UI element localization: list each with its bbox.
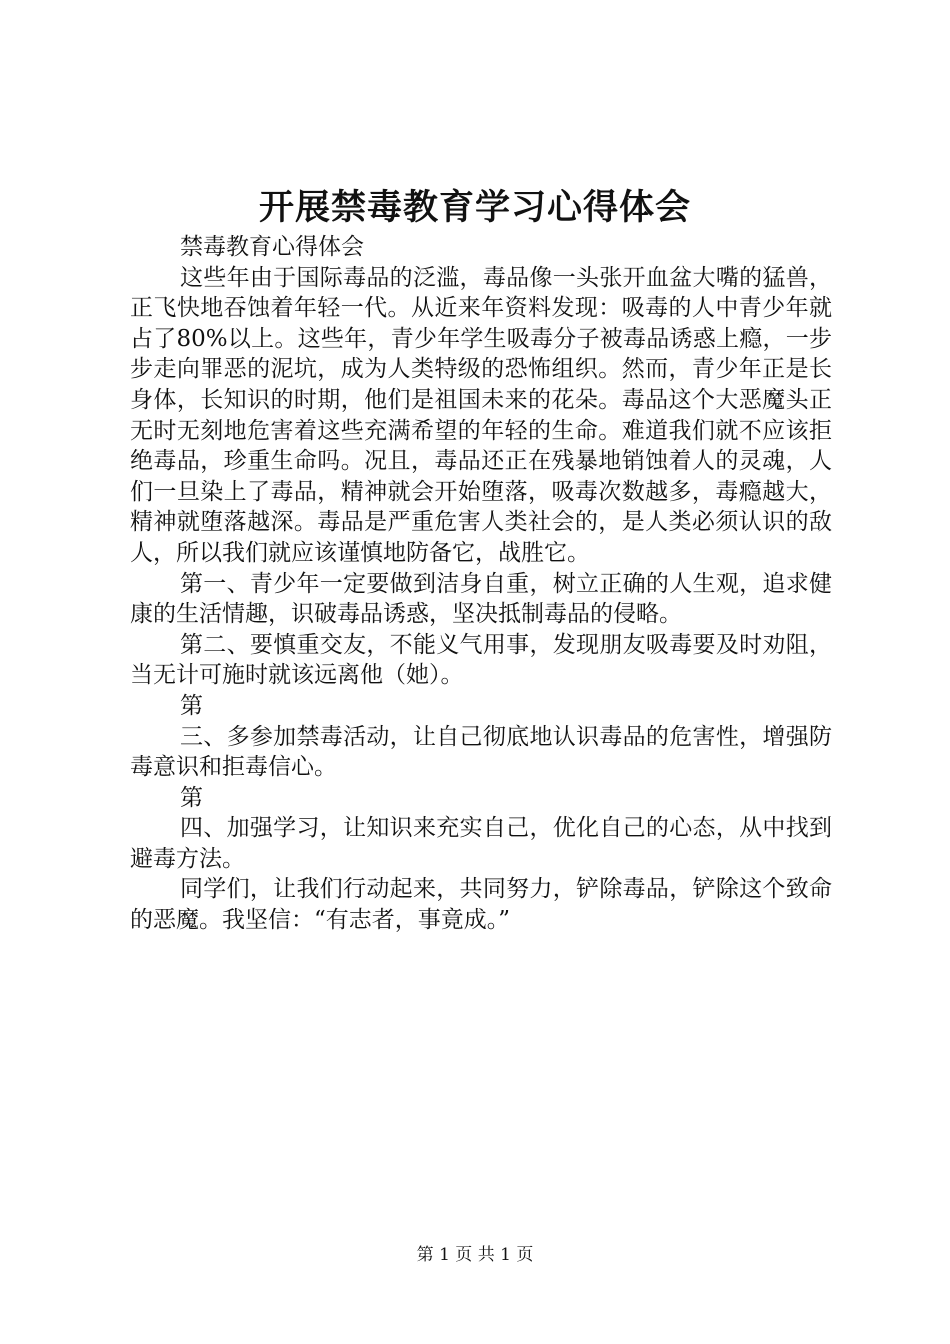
paragraph-point-4-prefix: 第 [180, 784, 203, 811]
paragraph-point-3-prefix: 第 [180, 692, 203, 719]
paragraph-point-1: 第一、青少年一定要做到洁身自重，树立正确的人生观，追求健康的生活情趣，识破毒品诱惑，坚决抵制毒品的侵略。 [130, 570, 832, 628]
paragraph-intro: 这些年由于国际毒品的泛滥，毒品像一头张开血盆大嘴的猛兽，正飞快地吞蚀着年轻一代。从近来年资料发现：吸毒的人中青少年就占了80%以上。这些年，青少年学生吸毒分子被毒品诱惑上瘾，一步步走向罪恶的泥坑，成为人类特级的恐怖组织。然而，青少年正是长身体，长知识的时期，他们是祖国未来的花朵。毒品这个大恶魔头正无时无刻地危害着这些充满希望的年轻的生命。难道我们就不应该拒绝毒品，珍重生命吗。况且，毒品还正在残暴地销蚀着人的灵魂，人们一旦染上了毒品，精神就会开始堕落，吸毒次数越多，毒瘾越大，精神就堕落越深。毒品是严重危害人类社会的，是人类必须认识的敌人，所以我们就应该谨慎地防备它，战胜它。 [130, 264, 832, 566]
paragraph-point-2: 第二、要慎重交友，不能义气用事，发现朋友吸毒要及时劝阻，当无计可施时就该远离他（她）。 [130, 631, 832, 689]
paragraph-subtitle: 禁毒教育心得体会 [180, 234, 364, 260]
page-footer: 第 1 页 共 1 页 [416, 1245, 534, 1265]
document-title: 开展禁毒教育学习心得体会 [258, 187, 691, 228]
document-body [130, 232, 832, 936]
paragraph-point-3: 三、多参加禁毒活动，让自己彻底地认识毒品的危害性，增强防毒意识和拒毒信心。 [130, 723, 832, 781]
paragraph-point-4: 四、加强学习，让知识来充实自己，优化自己的心态，从中找到避毒方法。 [130, 815, 832, 872]
paragraph-conclusion: 同学们，让我们行动起来，共同努力，铲除毒品，铲除这个致命的恶魔。我坚信：“有志者，事竟成。” [130, 876, 832, 934]
